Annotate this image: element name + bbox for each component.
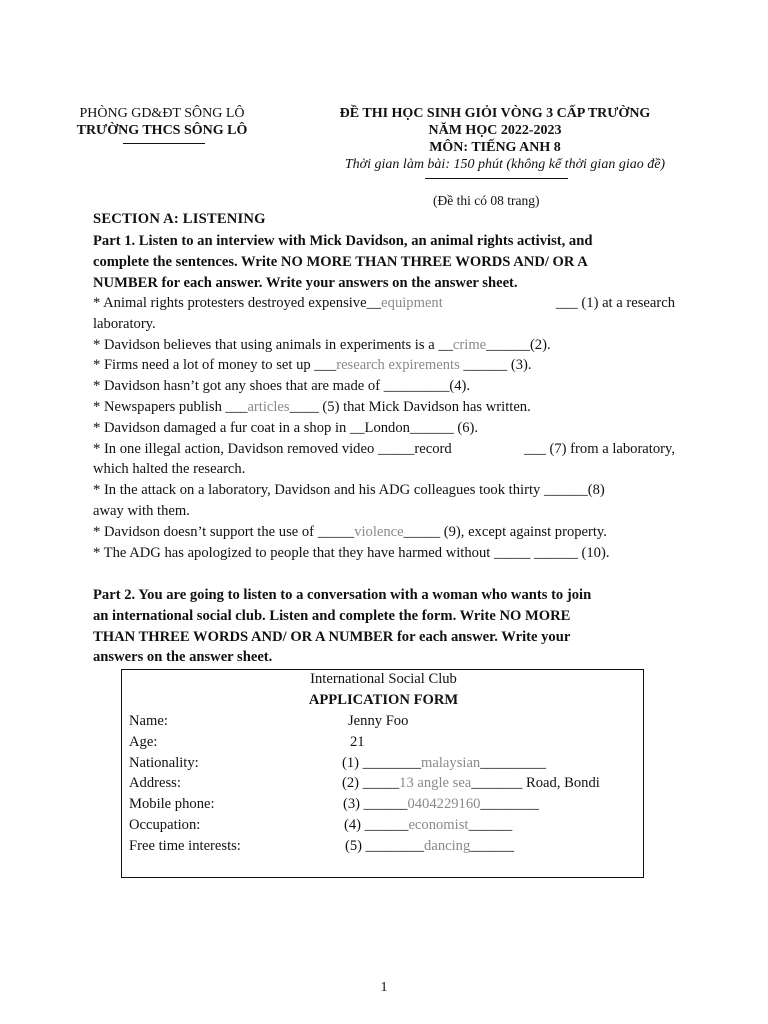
subject: MÔN: TIẾNG ANH 8 <box>429 140 561 155</box>
instruction-line: NUMBER for each answer. Write your answers on the answer sheet. <box>93 274 518 291</box>
mobile-label: Mobile phone: <box>129 796 215 812</box>
section-title: SECTION A: LISTENING <box>93 211 266 227</box>
school-year: NĂM HỌC 2022-2023 <box>428 123 562 138</box>
sentence-5: * Newspapers publish ___articles____ (5) that Mick Davidson has written. <box>93 398 531 415</box>
club-name: International Social Club <box>310 671 457 687</box>
divider <box>123 143 205 144</box>
sentence-4: * Davidson hasn’t got any shoes that are made of _________(4). <box>93 378 471 395</box>
answer-9: violence <box>354 523 404 540</box>
part1-sentences <box>93 293 675 563</box>
sentence-7: * In one illegal action, Davidson removed video _____record ___ (7) from a laboratory, <box>93 440 675 457</box>
instruction-line: complete the sentences. Write NO MORE THAN THREE WORDS AND/ OR A <box>93 253 588 270</box>
application-form <box>121 669 644 878</box>
divider <box>425 178 568 179</box>
sentence-10: * The ADG has apologized to people that they have harmed without _____ ______ (10). <box>93 544 610 561</box>
form-title: APPLICATION FORM <box>308 692 459 708</box>
answer-mobile: 0404229160 <box>407 796 481 812</box>
occupation-value: (4) ______economist______ <box>344 817 513 833</box>
answer-nationality: malaysian <box>421 755 481 771</box>
instruction-line: an international social club. Listen and complete the form. Write NO MORE <box>93 607 571 624</box>
address-value: (2) _____13 angle sea_______ Road, Bondi <box>342 775 600 791</box>
page-number: 1 <box>380 980 388 995</box>
answer-2: crime <box>452 336 487 353</box>
interests-value: (5) ________dancing______ <box>345 838 515 854</box>
answer-address: 13 angle sea <box>399 775 472 791</box>
sentence-8: * In the attack on a laboratory, Davidson and his ADG colleagues took thirty ______(8) <box>93 482 605 499</box>
age-value: 21 <box>350 734 365 750</box>
sentence-8-cont: away with them. <box>93 502 190 519</box>
school-name: TRƯỜNG THCS SÔNG LÔ <box>76 123 248 138</box>
nationality-value: (1) ________malaysian_________ <box>342 755 546 771</box>
answer-5: articles <box>247 398 290 415</box>
sentence-3: * Firms need a lot of money to set up ___research expirements ______ (3). <box>93 357 532 374</box>
part1-instructions <box>93 231 675 293</box>
part2-instructions <box>93 585 675 668</box>
occupation-label: Occupation: <box>129 817 201 833</box>
address-label: Address: <box>129 775 181 791</box>
answer-7: record <box>414 440 452 457</box>
sentence-1-cont: laboratory. <box>93 315 156 332</box>
interests-label: Free time interests: <box>129 838 241 854</box>
answer-interests: dancing <box>424 838 471 854</box>
nationality-label: Nationality: <box>129 755 199 771</box>
age-label: Age: <box>129 734 158 750</box>
mobile-value: (3) ______0404229160________ <box>343 796 539 812</box>
instruction-line: Part 2. You are going to listen to a conversation with a woman who wants to join <box>93 587 592 603</box>
sentence-7-cont: which halted the research. <box>93 461 246 478</box>
department-name: PHÒNG GD&ĐT SÔNG LÔ <box>79 106 245 121</box>
name-label: Name: <box>129 713 168 729</box>
sentence-9: * Davidson doesn’t support the use of _____violence_____ (9), except against property. <box>93 523 607 540</box>
page-count-note: (Đề thi có 08 trang) <box>433 193 540 208</box>
instruction-line: answers on the answer sheet. <box>93 649 273 666</box>
instruction-line: Part 1. Listen to an interview with Mick Davidson, an animal rights activist, and <box>93 233 593 249</box>
exam-title: ĐỀ THI HỌC SINH GIỎI VÒNG 3 CẤP TRƯỜNG <box>339 106 651 121</box>
answer-occupation: economist <box>408 817 469 833</box>
instruction-line: THAN THREE WORDS AND/ OR A NUMBER for each answer. Write your <box>93 628 571 645</box>
answer-1: equipment <box>381 295 443 311</box>
name-value: Jenny Foo <box>348 713 409 729</box>
sentence-6: * Davidson damaged a fur coat in a shop in __London______ (6). <box>93 419 479 436</box>
sentence-2: * Davidson believes that using animals in experiments is a __crime______(2). <box>93 336 551 353</box>
sentence-1: * Animal rights protesters destroyed expensive__equipment ___ (1) at a research <box>93 295 675 311</box>
answer-3: research expirements <box>336 357 460 374</box>
time-allowed: Thời gian làm bài: 150 phút (không kể thời gian giao đề) <box>344 157 666 172</box>
answer-6: London <box>364 419 410 436</box>
